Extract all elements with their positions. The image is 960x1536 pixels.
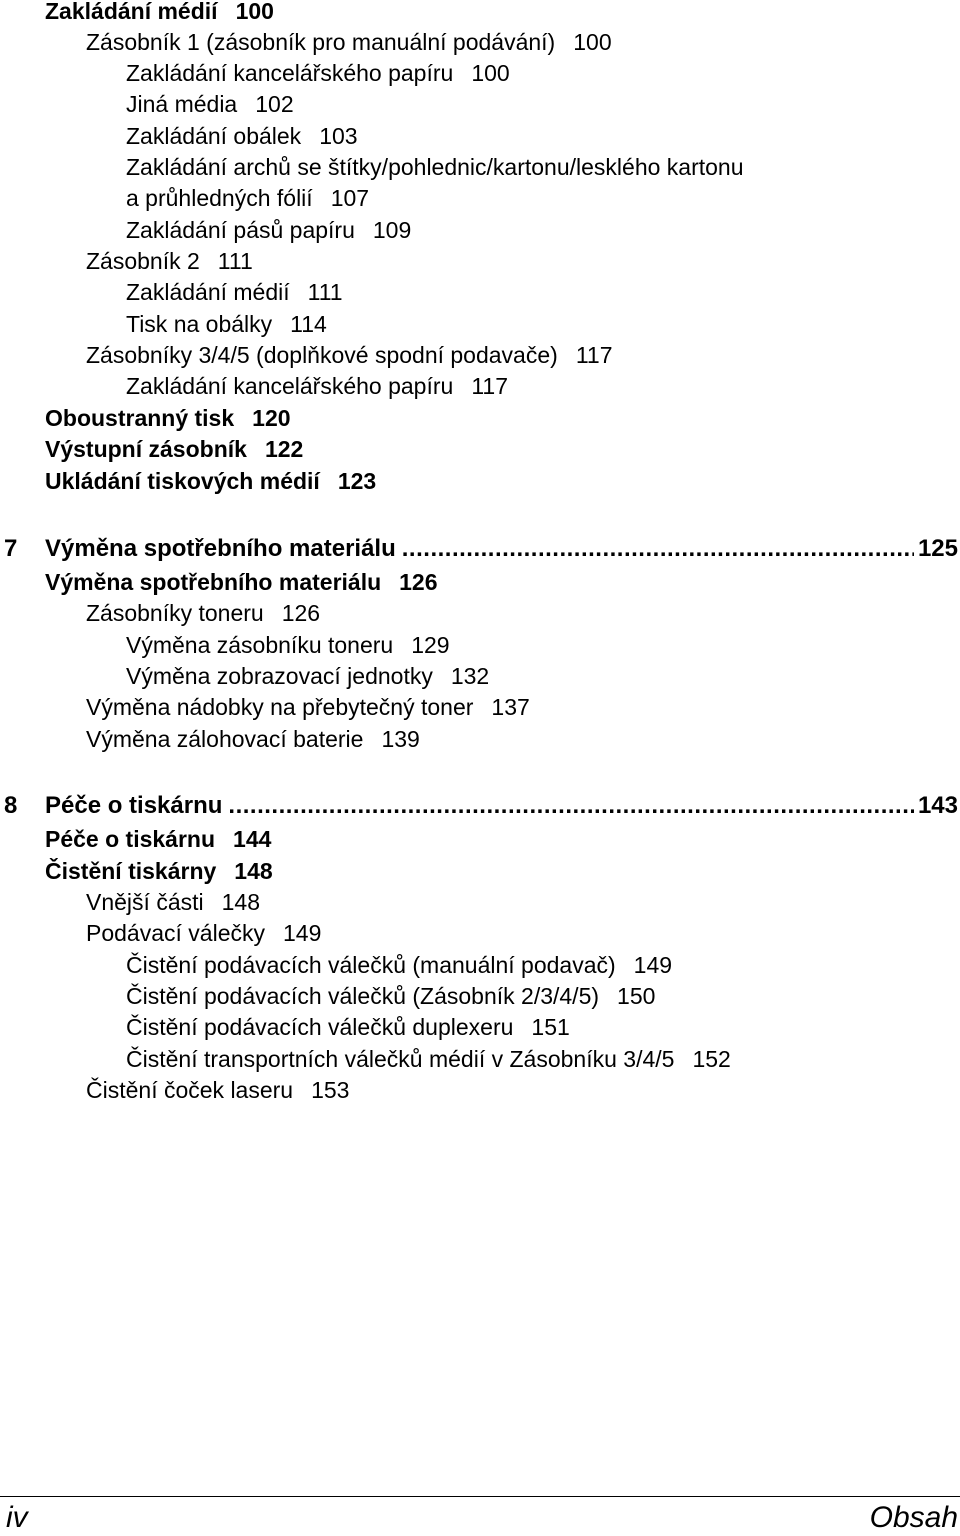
toc-entry[interactable]: [126, 121, 358, 152]
chapter-title: Výměna spotřebního materiálu: [45, 535, 396, 562]
footer-rule: [0, 1496, 960, 1497]
toc-entry-page: 126: [281, 600, 321, 626]
toc-entry[interactable]: [126, 630, 450, 661]
toc-entry[interactable]: [45, 856, 273, 887]
toc-entry[interactable]: [126, 661, 489, 692]
toc-entry-page: 144: [233, 826, 272, 852]
toc-entry-page: 107: [330, 185, 370, 211]
toc-entry-page: 120: [252, 405, 291, 431]
toc-entry-title: Čistění tiskárny: [45, 858, 217, 884]
toc-entry-title: Zásobník 1 (zásobník pro manuální podávání): [86, 29, 556, 55]
toc-entry-title: Podávací válečky: [86, 920, 265, 946]
toc-entry-page: 117: [471, 373, 508, 399]
toc-entry[interactable]: [86, 598, 320, 629]
footer-section-title: Obsah: [869, 1501, 958, 1534]
toc-entry-title: Čistění podávacích válečků duplexeru: [126, 1014, 514, 1040]
toc-entry-title: Zakládání kancelářského papíru: [126, 373, 454, 399]
toc-entry-page: 111: [217, 248, 253, 274]
dot-leader: [228, 790, 914, 822]
toc-entry-page: 103: [319, 123, 358, 149]
chapter-number: 7: [4, 535, 18, 562]
toc-entry[interactable]: [126, 215, 411, 246]
chapter-number: 8: [4, 792, 18, 819]
toc-entry[interactable]: [86, 27, 612, 58]
toc-entry-page: 151: [531, 1014, 570, 1040]
toc-entry-title: Čistění transportních válečků médií v Zásobníku 3/4/5: [126, 1046, 675, 1072]
toc-entry[interactable]: [126, 981, 655, 1012]
toc-entry-title: Ukládání tiskových médií: [45, 468, 320, 494]
toc-entry[interactable]: [126, 183, 369, 214]
chapter-heading[interactable]: [4, 533, 958, 565]
toc-entry-title: Zakládání médií: [45, 0, 218, 24]
toc-entry-page: 100: [573, 29, 612, 55]
toc-entry-page: 102: [255, 91, 294, 117]
toc-entry-title: Výměna spotřebního materiálu: [45, 569, 382, 595]
toc-entry-page: 123: [337, 468, 377, 494]
toc-entry-title: Zakládání médií: [126, 279, 290, 305]
toc-entry-page: 153: [311, 1077, 350, 1103]
toc-entry-page: 100: [235, 0, 274, 24]
toc-entry-page: 122: [264, 436, 304, 462]
toc-entry-title: Zakládání pásů papíru: [126, 217, 355, 243]
toc-entry-title: Oboustranný tisk: [45, 405, 235, 431]
toc-entry-page: 149: [633, 952, 673, 978]
toc-entry-title: Výměna nádobky na přebytečný toner: [86, 694, 474, 720]
toc-entry-page: 152: [692, 1046, 731, 1072]
toc-entry-page: 117: [575, 342, 613, 368]
toc-entry-title: Čistění podávacích válečků (Zásobník 2/3/4/5): [126, 983, 600, 1009]
toc-entry-title: Zakládání obálek: [126, 123, 302, 149]
toc-entry-title: Vnější části: [86, 889, 204, 915]
toc-entry[interactable]: [126, 1012, 570, 1043]
toc-entry[interactable]: [126, 152, 744, 183]
toc-entry-page: 150: [617, 983, 656, 1009]
toc-entry-title: Výstupní zásobník: [45, 436, 247, 462]
toc-entry-page: 148: [234, 858, 273, 884]
footer-page-number: iv: [6, 1501, 28, 1534]
toc-entry-title: Péče o tiskárnu: [45, 826, 216, 852]
toc-entry-page: 111: [307, 279, 343, 305]
toc-entry[interactable]: [126, 58, 510, 89]
toc-entry-title: a průhledných fólií: [126, 185, 313, 211]
toc-entry[interactable]: [126, 371, 508, 402]
toc-entry-title: Výměna zásobníku toneru: [126, 632, 394, 658]
dot-leader: [402, 533, 914, 565]
toc-entry[interactable]: [45, 403, 291, 434]
toc-entry[interactable]: [45, 466, 376, 497]
toc-entry[interactable]: [126, 309, 327, 340]
toc-entry-page: 126: [399, 569, 438, 595]
toc-entry[interactable]: [86, 887, 260, 918]
toc-entry[interactable]: [126, 950, 672, 981]
toc-entry-title: Zakládání archů se štítky/pohlednic/kartonu/lesklého kartonu: [126, 154, 744, 180]
toc-entry-title: Jiná média: [126, 91, 238, 117]
chapter-title: Péče o tiskárnu: [45, 792, 223, 819]
toc-entry[interactable]: [45, 824, 271, 855]
toc-entry-title: Zásobníky 3/4/5 (doplňkové spodní podavače): [86, 342, 558, 368]
toc-entry-page: 149: [282, 920, 322, 946]
toc-entry[interactable]: [86, 340, 612, 371]
toc-entry[interactable]: [45, 567, 438, 598]
toc-entry[interactable]: [86, 692, 530, 723]
toc-entry-title: Zakládání kancelářského papíru: [126, 60, 454, 86]
toc-entry-title: Výměna zobrazovací jednotky: [126, 663, 433, 689]
toc-entry-page: 148: [221, 889, 260, 915]
toc-entry[interactable]: [45, 434, 303, 465]
toc-entry-page: 100: [471, 60, 510, 86]
toc-entry-title: Čistění podávacích válečků (manuální podavač): [126, 952, 616, 978]
toc-entry-title: Výměna zálohovací baterie: [86, 726, 364, 752]
toc-entry-title: Zásobník 2: [86, 248, 200, 274]
toc-entry[interactable]: [86, 918, 321, 949]
chapter-page: 125: [917, 535, 958, 562]
chapter-page: 143: [917, 792, 958, 819]
toc-entry[interactable]: [126, 89, 294, 120]
toc-entry-page: 129: [411, 632, 450, 658]
toc-entry[interactable]: [126, 1044, 731, 1075]
toc-entry[interactable]: [86, 246, 253, 277]
toc-entry-page: 132: [450, 663, 490, 689]
chapter-heading[interactable]: [4, 790, 958, 822]
toc-entry[interactable]: [86, 724, 420, 755]
toc-entry-page: 139: [381, 726, 420, 752]
toc-entry-title: Tisk na obálky: [126, 311, 273, 337]
toc-entry[interactable]: [45, 0, 274, 27]
toc-entry[interactable]: [86, 1075, 349, 1106]
toc-entry-page: 114: [290, 311, 327, 337]
toc-entry[interactable]: [126, 277, 343, 308]
toc-entry-page: 137: [491, 694, 530, 720]
toc-entry-title: Čistění čoček laseru: [86, 1077, 294, 1103]
toc-entry-page: 109: [372, 217, 412, 243]
toc-entry-title: Zásobníky toneru: [86, 600, 264, 626]
